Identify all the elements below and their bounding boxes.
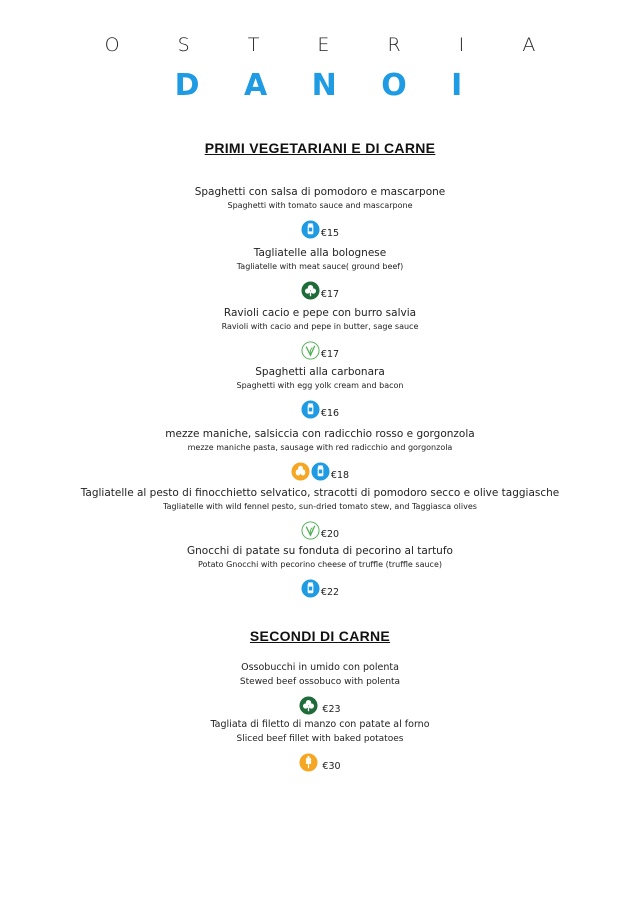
dish-name-english: Tagliatelle with meat sauce( ground beef): [236, 262, 404, 271]
celery-icon: [301, 281, 320, 300]
dish-price: €17: [320, 289, 340, 300]
menu-item: [0, 486, 640, 540]
dish-price: €20: [320, 529, 340, 540]
dish-name-italian: Tagliatelle al pesto di finocchietto selvatico, stracotti di pomodoro secco e olive taggiasche: [80, 487, 560, 499]
dish-price: €30: [322, 761, 341, 772]
dish-name-italian: Spaghetti alla carbonara: [255, 366, 385, 378]
menu-item: [0, 718, 640, 772]
brand-subtitle: O S T E R I A: [104, 34, 562, 56]
vegetarian-icon: [301, 341, 320, 360]
menu-item: [0, 246, 640, 300]
dish-name-italian: Gnocchi di patate su fonduta di pecorino al tartufo: [187, 545, 453, 557]
dish-name-italian: Tagliata di filetto di manzo con patate al forno: [210, 719, 430, 730]
milk-icon: [311, 462, 330, 481]
dish-price: €15: [320, 228, 340, 239]
menu-item: [0, 427, 640, 481]
dish-name-italian: Spaghetti con salsa di pomodoro e mascarpone: [194, 186, 446, 198]
dish-price: €22: [320, 587, 340, 598]
dish-name-english: mezze maniche pasta, sausage with red radicchio and gorgonzola: [187, 443, 453, 452]
egg-icon: [291, 462, 310, 481]
dish-name-english: Tagliatelle with wild fennel pesto, sun-dried tomato stew, and Taggiasca olives: [163, 502, 477, 511]
dish-name-english: Spaghetti with tomato sauce and mascarpone: [227, 201, 413, 210]
gluten-icon: [299, 753, 318, 772]
dish-name-italian: mezze maniche, salsiccia con radicchio rosso e gorgonzola: [165, 428, 475, 440]
dish-price: €18: [330, 470, 350, 481]
dish-name-english: Stewed beef ossobuco with polenta: [239, 677, 401, 687]
dish-name-english: Ravioli with cacio and pepe in butter, sage sauce: [221, 322, 419, 331]
dish-name-italian: Ravioli cacio e pepe con burro salvia: [223, 307, 417, 319]
dish-name-english: Potato Gnocchi with pecorino cheese of truffle (truffle sauce): [198, 560, 442, 569]
menu-item: [0, 306, 640, 360]
dish-name-english: Sliced beef fillet with baked potatoes: [236, 734, 404, 744]
milk-icon: [301, 220, 320, 239]
celery-icon: [299, 696, 318, 715]
milk-icon: [301, 579, 320, 598]
brand-title: D A N O I: [174, 68, 480, 103]
dish-name-italian: Ossobucchi in umido con polenta: [241, 662, 399, 673]
dish-price: €16: [320, 408, 340, 419]
dish-name-italian: Tagliatelle alla bolognese: [253, 247, 387, 259]
menu-item: [0, 544, 640, 598]
section-title-secondi: SECONDI DI CARNE: [249, 628, 391, 644]
section-title-primi: PRIMI VEGETARIANI E DI CARNE: [204, 140, 436, 156]
dish-name-english: Spaghetti with egg yolk cream and bacon: [236, 381, 404, 390]
menu-item: [0, 661, 640, 715]
vegetarian-icon: [301, 521, 320, 540]
dish-price: €17: [320, 349, 340, 360]
milk-icon: [301, 400, 320, 419]
menu-item: [0, 185, 640, 239]
menu-item: [0, 365, 640, 419]
restaurant-header: [0, 34, 640, 103]
dish-price: €23: [322, 704, 341, 715]
